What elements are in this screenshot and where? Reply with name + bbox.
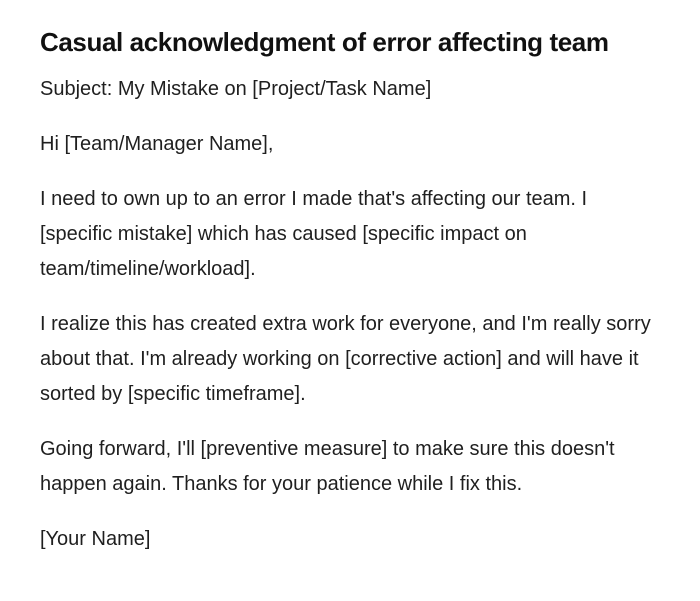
body-paragraph-3: Going forward, I'll [preventive measure] to make sure this doesn't happen again. Thanks for your patience while I fix this. xyxy=(40,437,615,495)
greeting: Hi [Team/Manager Name], xyxy=(40,132,274,155)
body-paragraph-2: I realize this has created extra work for everyone, and I'm really sorry about that. I'm already working on [corrective action] and will have it sorted by [specific timeframe]. xyxy=(40,312,651,405)
signature: [Your Name] xyxy=(40,527,151,550)
document-title: Casual acknowledgment of error affecting team xyxy=(40,27,609,57)
body-paragraph-1: I need to own up to an error I made that's affecting our team. I [specific mistake] which has caused [specific impact on team/timeline/workload]. xyxy=(40,187,588,280)
subject-line: Subject: My Mistake on [Project/Task Name] xyxy=(40,77,432,100)
